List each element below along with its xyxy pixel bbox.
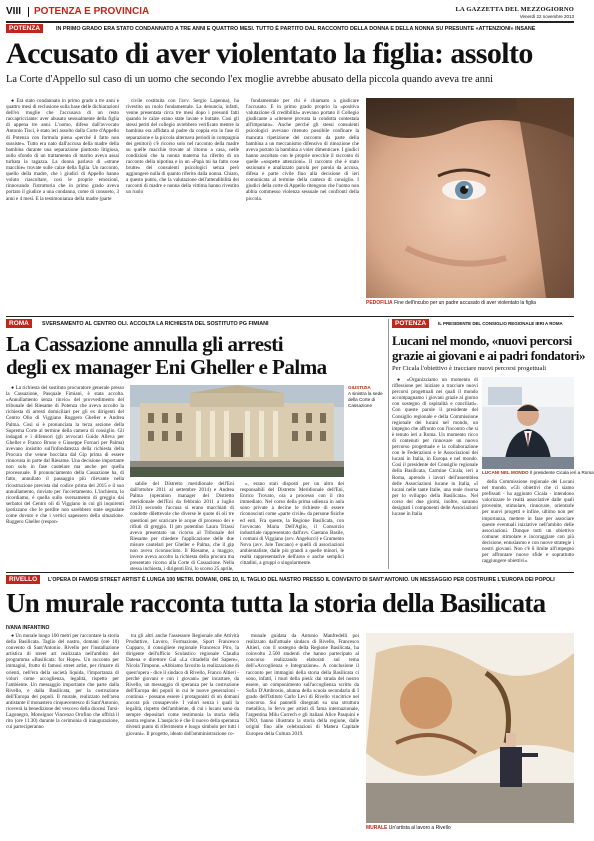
story-column-1: ● Un murale lungo 100 metri per raccontare la storia della Basilicata. Taglio del nastro, domani (ore 10) convento di Sant'Antonio. Rivello per l'installazione artistica di street art realizzata nell'ambito del programma «Basilicata: for Hope». Un racconto per immagini, frutto di famosi street artist, per rimarre di orienti, nell'era della società liquida, l'importanza di volori come accoglienza, legalità, rispetto per l'ambiente. Un messaggio importante che parte dalla Rivello, e dalla Basilicata, per la costruzione dell'Europa dei popoli. Il murale, realizzato nell'area antistante il monastero cinquecentesco di Sant'Antonio, riceverà la benedizione del vescovo della diocesi Tursi-Lagonegro, Monsignor Vincenzo Orofino che offrirà il rito (ore 11.30) durante la cerimonia di inaugurazione, cui parteciperanno bbox=[6, 633, 120, 731]
story-subhead: La Corte d'Appello sul caso di un uomo che secondo l'ex moglie avrebbe abusato della piccola quando aveva tre anni bbox=[6, 74, 494, 85]
story-tag: POTENZA bbox=[392, 319, 429, 328]
story-column-3: fondamentale per chi è chiamato a giudicare l'accusato. E in primo grado proprio la «positiva valutazione di credibilità» avevano portato il Collegio giudicante a «ritenere provata la condotta contestata all'imputato». Anche perché gli stessi consulenti psicologici avevano ritenuto possibile confinare la mancata ripetizione del racconto da parte della bambina a un meccanismo difensivo di rimozione che aveva portato la bambina a voler dimenticare. I giudici hanno ascoltato con le proprie orecchie il racconto di quelle «sospette attenzioni». Il racconto che è stato sezionato e analizzato parola per parola da accusa, difesa e parte civile fino alla decisione di ieri comunicata al termine della camera di consiglio. I giudici della corte di Appello ritengono che l'uomo non abbia commesso violenza sessuale nei confronti della piccola. bbox=[246, 98, 359, 202]
section-rule-1 bbox=[6, 316, 574, 317]
story-headline-line-1: La Cassazione annulla gli arresti bbox=[6, 332, 284, 356]
story-headline-line-2: grazie ai giovani e ai padri fondatori» bbox=[392, 348, 586, 363]
issue-date: Venerdì 22 novembre 2013 bbox=[519, 14, 574, 19]
story-rivello-mural bbox=[6, 575, 574, 837]
story-subhead: Per Cicala l'obiettivo è tracciare nuovi percorsi progettuali bbox=[392, 365, 547, 372]
story-kicker: IL PRESIDENTE DEL CONSIGLIO REGIONALE IERI A ROMA bbox=[438, 321, 563, 326]
photo-caption bbox=[482, 470, 594, 475]
court-photo bbox=[130, 385, 344, 477]
story-headline-line-1: Lucani nel mondo, «nuovi percorsi bbox=[392, 333, 572, 348]
caption-label: LUCANI NEL MONDO bbox=[482, 470, 529, 475]
story-tag: POTENZA bbox=[6, 24, 43, 33]
story-kicker: IN PRIMO GRADO ERA STATO CONDANNATO A TRE ANNI E QUATTRO MESI. TUTTO È PARTITO DAL RACCONTO DELLA DONNA E DELLA NONNA SU PRESUNTE «ATTENZIONI» INSANE bbox=[56, 26, 536, 32]
story-headline-line-2: degli ex manager Eni Gheller e Palma bbox=[6, 355, 327, 379]
story-column-1: ● Era stato condannato in primo grado a tre anni e quattro mesi di reclusione sulla base delle dichiarazioni dell'ex moglie che l'accusava di un resto raccapricciante: aver abusato sessualmente della figlia di appena tre anni. L'uomo, difeso dall'avvocato Antonio Tisci, è stato ieri assolto dalla Corte d'Appello di Potenza con formula piena «perché il fatto non sussiste». Tutto era nato dall'accusa della madre della bambina durante una separazione piuttosto litigiosa, sullo sfondo di un trattamento di marito aveva assai turbata la ragazza. La donna parlava di «strane macchie» trovate sulle calze della figlia. Un racconto, quello della madre, che i giudici di Appello hanno voluto riascoltare, così le proprie emozioni, rinnovando l'istruttoria che in primo grado aveva portato il giudice a una condanna, come di consueto, 3 anni e 4 mesi. E la testimonianza della madre (parte bbox=[6, 98, 120, 202]
photo-caption bbox=[348, 385, 384, 409]
story-eni-cassation bbox=[6, 319, 384, 573]
column-divider bbox=[388, 319, 389, 569]
cicala-photo bbox=[482, 377, 574, 469]
header-rule bbox=[6, 21, 574, 23]
caption-text: Il presidente Cicala ieri a Roma bbox=[529, 470, 594, 475]
story-headline: Un murale racconta tutta la storia della Basilicata bbox=[6, 588, 546, 618]
story-column-2: tra gli altri anche l'assessore Regionale alle Attività Produttive, Lavoro, Formazione, Sport Francesco Cupparo, il consigliere regionale Francesco Piro, la dirigente dell'ufficio Scolastico regionale Claudia Datena e direttore Gal «La cittadella del Sapere», Nicola Timpone. «Abbiamo favorito la realizzazione di quest'opera - dice il sindaco di Rivello, Franco Altieri - perché giovani e con i giovani» per incartare, da Rivello, un messaggio di speranza per la costruzione dell'Europa dei popoli in cui le nuove generazioni - continua - possano essere i protagonisti di un domani ancora più consapevole. I valori senza i quali la legalità, rispetto dell'ambiente, di cui i lucani sono da sempre depositari come testimonia la storia della nostra regione. L'auspicio è che il nuovo della speranza diventi punto di riferimento e luogo simbolo per tutti i giovani». Il progetto, ideato dall'amministrazione co- bbox=[126, 633, 239, 737]
page-header bbox=[6, 6, 574, 20]
caption-label: PEDOFILIA bbox=[366, 300, 393, 306]
story-byline: IVANA INFANTINO bbox=[6, 625, 50, 631]
photo-caption bbox=[366, 825, 574, 831]
caption-text: Un'artista al lavoro a Rivello bbox=[388, 825, 451, 831]
story-column-2: civile costituita con l'avv. Sergio Lapenna), ha rivestito un ruolo fondamentale. La denuncia, infatti, venne presentata circa tre mesi dopo i presunti fatti quando le calze erano state lavate e buttate. Così gli stessi periti del collegio avrebbero verificato mentre la bambina era affidata al padre da coppia era in fase di separazione e la piccola alternava periodi in compagnia dei genitori) c'è ricorso solo nel racconto della madre su quelle macchie trovate al ritorno a casa, nelle condizioni che la nonna materna ha riferito di un racconto della nipotina e in un «Papà mi ha fatto cose brutte» dei consulenti psicologici senza però aggiungere nulla di quanto riferito dalla nonna. Chiaro, a questo punto, che la valutazione dell'attendibilità dei racconti di madre e nonna della vittima hanno rivestito un ruolo bbox=[126, 98, 239, 196]
story-column-2: della Commissione regionale dei Lucani nel mondo. «Gli obiettivi che ci siamo prefissati - ha aggiunto Cicala - intendono valorizzare le realtà associative dalle quali provenite, stimolare, rinnovare, orientarle per nuovi progetti e infine, ultimo non per importanza, mettere in fase per associare queste eventuali iniziative nell'ambito delle associazioni. Dunque tutti un obiettivo comune: stimolare e incoraggiare con più decisione, entusiasmo e con nuove strategie i nostri giovani. Non c'è il limite all'impegno per affrontare nuove sfide e soprattutto raggiungere obiettivi». bbox=[482, 479, 574, 565]
story-kicker: SVERSAMENTO AL CENTRO OLI. ACCOLTA LA RICHIESTA DEL SOSTITUTO PG FIMIANI bbox=[42, 321, 269, 327]
caption-label: GIUSTIZIA bbox=[348, 385, 371, 390]
page-number: VIII bbox=[6, 6, 22, 17]
story-column-3: munale guidata da Antonio Manfredelli poi realizzato dall'attuale sindaco di Rivello, Francesco Altieri, con il sostegno della Regione Basilicata, ha coinvolto 2.500 studenti che hanno partecipato al concorso realizzando elaborati sul tema dell'«Accoglienza e Integrazione». A conclusione il racconto per immagini della storia della Basilicata ci sono, infatti, i muri della pietà: dai strada del nostro essere, un componimento sull'accoglienza scritto da Sofia D'Ambrosio, alunna della scuola secondaria di I grado dell'Istituto Carlo Levi di Rivello vincitrice nel concorso. Sui pannelli disegnati su una struttura metallica, lo fervo per artisti di fama internazionale, l'argentina Milu Correch e gli italiani Alice Pasquini e UNO, hanno illustrato la storia della regione, dalle origini fino alle celebrazioni di Matera Capitale Europea della Cultura 2019. bbox=[246, 633, 359, 737]
section-title: POTENZA E PROVINCIA bbox=[34, 6, 150, 17]
photo-caption bbox=[366, 300, 574, 306]
caption-label: MURALE bbox=[366, 825, 388, 831]
story-headline: Accusato di aver violentato la figlia: assolto bbox=[6, 37, 533, 70]
caption-text: A sinistra la sede della Corte di Cassazione bbox=[348, 391, 383, 408]
story-column-1: ● La richiesta del sostituto procuratore generale presso la Cassazione, Pasquale Fimiani, è stata accolta. «Annullamento senza rinvio» del provvedimento del tribunale del Riesame di Potenza che aveva accolto la richiesta di arresti domiciliari per gli ex dirigenti del Centro Olio di Viggiano Ruggero Gheller e Andrea Palma. Così si è pronunciata la terza sezione della Suprema Corte al termine della camera di consiglio. Gli indagati e i difensori (gli avvocati Guido Alleva per Gheller e Franco Bruno e Giuseppe Fornari per Palma) avevano insistito sull'infondatezza della richiesta della Procura che venne bocciata dal Gip prima di essere rinnovata in parte dal Riesame. Una decisione importante non solo in fase cautelare ma anche per quella processuale. Il pronunciamento della Cassazione ha, di fatto, annullato il passaggio più rilevante nella ricostruzione prevista dal codice prima del 2015 e il suo annullamento, rinviato per l'accertamento. L'inchiesta, lo ricordiamo, è quella sullo sversamento di greggio dai serbatoi del Centro oli di Viggiano in cui gli inquirenti ipotizzano che le perdite non sarebbero state segnalate come dovuto e che i vertici sapessero della situazione. Ruggero Gheller (respon- bbox=[6, 385, 124, 526]
story-kicker: L'OPERA DI FAMOSI STREET ARTIST È LUNGA 100 METRI. DOMANI, ORE 10, IL TAGLIO DEL NASTRO PRESSO IL CONVENTO DI SANT'ANTONIO. UN MESSAGGIO PER COSTRUIRE L'EUROPA DEI POPOLI bbox=[48, 577, 555, 583]
story-lucani-nel-mondo bbox=[392, 319, 594, 569]
story-abuse-acquittal bbox=[6, 24, 574, 314]
caption-text: Fine dell'incubo per un padre accusato di aver violentato la figlia bbox=[394, 300, 536, 306]
header-divider bbox=[28, 7, 29, 17]
masthead: LA GAZZETTA DEL MEZZOGIORNO bbox=[455, 6, 574, 13]
story-column-1: ● «Organizziamo un momento di riflessione per iniziare a tracciare nuovi percorsi progettuali nei quali il mondo accompagnamo i giovani grazie al giorno con sostegno di ospitalità e conciliati». Con queste parole il presidente del Consiglio regionale e della Commissione regionale dei lucani nel mondo, un impegno che affronto con l'incontro che si è tenuto ieri a Roma. Un momento ricco di contenuti per rinnovare un nuovo percorso progettuale e la collaborazione con le Federazioni e le Associazioni dei lucani in Italia, in Europa e nel mondo. Così il presidente del Consiglio regionale della Basilicata, Carmine Cicala, ieri a Roma, aprendo i lavori dell'assemblea delle Associazioni lucane in Italia, «I lucani nelle tante Italie, una reale risorsa per lo sviluppo della Basilicata». Nel corso dei due giorni, inoltre, saranno designati i componenti delle Associazioni lucane in Italia bbox=[392, 377, 478, 518]
child-photo bbox=[366, 98, 574, 298]
story-column-2: sabile del Distretto meridionale dell'Eni dall'ottobre 2011 al settembre 2014) e Andrea Palma (operation manager del Distretto meridionale dell'Eni da febbraio 2011 a luglio 2013) secondo l'accusa si erano macchiati di condotte dilettevole che diverse le quote di oli tre questioni per scaricare le acque di processo dei e rifiuti di greggio. Il pm potentino Laura Triassi aveva presentato un ricorso al Tribunale del Riesame per chiedere l'applicazione delle due misure cautelari per Gheller e Palma, che il gip non aveva riconosciuto. Il Riesame, a maggio, invece aveva accolto la richiesta della procura ma presentato ricorso alla Corte di Cassazione. Nella stessa inchiesta, i dirigenti Eni, lo scorso 25 aprile, bbox=[130, 481, 234, 573]
mural-photo bbox=[366, 633, 574, 823]
story-tag: RIVELLO bbox=[6, 575, 40, 584]
section-rule-2 bbox=[6, 572, 574, 573]
story-tag: ROMA bbox=[6, 319, 32, 328]
story-column-3: », erano stati disposti per un altro dei responsabili del Distretto Meridionale dell'Eni, Enrico Trovato, ora a processo con il rito immediato. Nel corso della prima udienza in aula sono private a decine le richieste di essere riconosciuti come «parte civile» da persone fisiche ed enti. Fra queste, la Regione Basilicata, con l'avvocato Maria Dell'Aglio, il Consorzio industriale rappresentato dall'avv. Gaetano Basile, i comuni di Viggiano (avv. Angelucci) e Grumento Nova (avv. Jole Toscano) e quelli di associazioni ambientaliste, dalle più grandi a quelle minori, le realtà rappresentative dell'area e anche semplici cittadini, a gruppi o singolarmente. bbox=[240, 481, 344, 567]
